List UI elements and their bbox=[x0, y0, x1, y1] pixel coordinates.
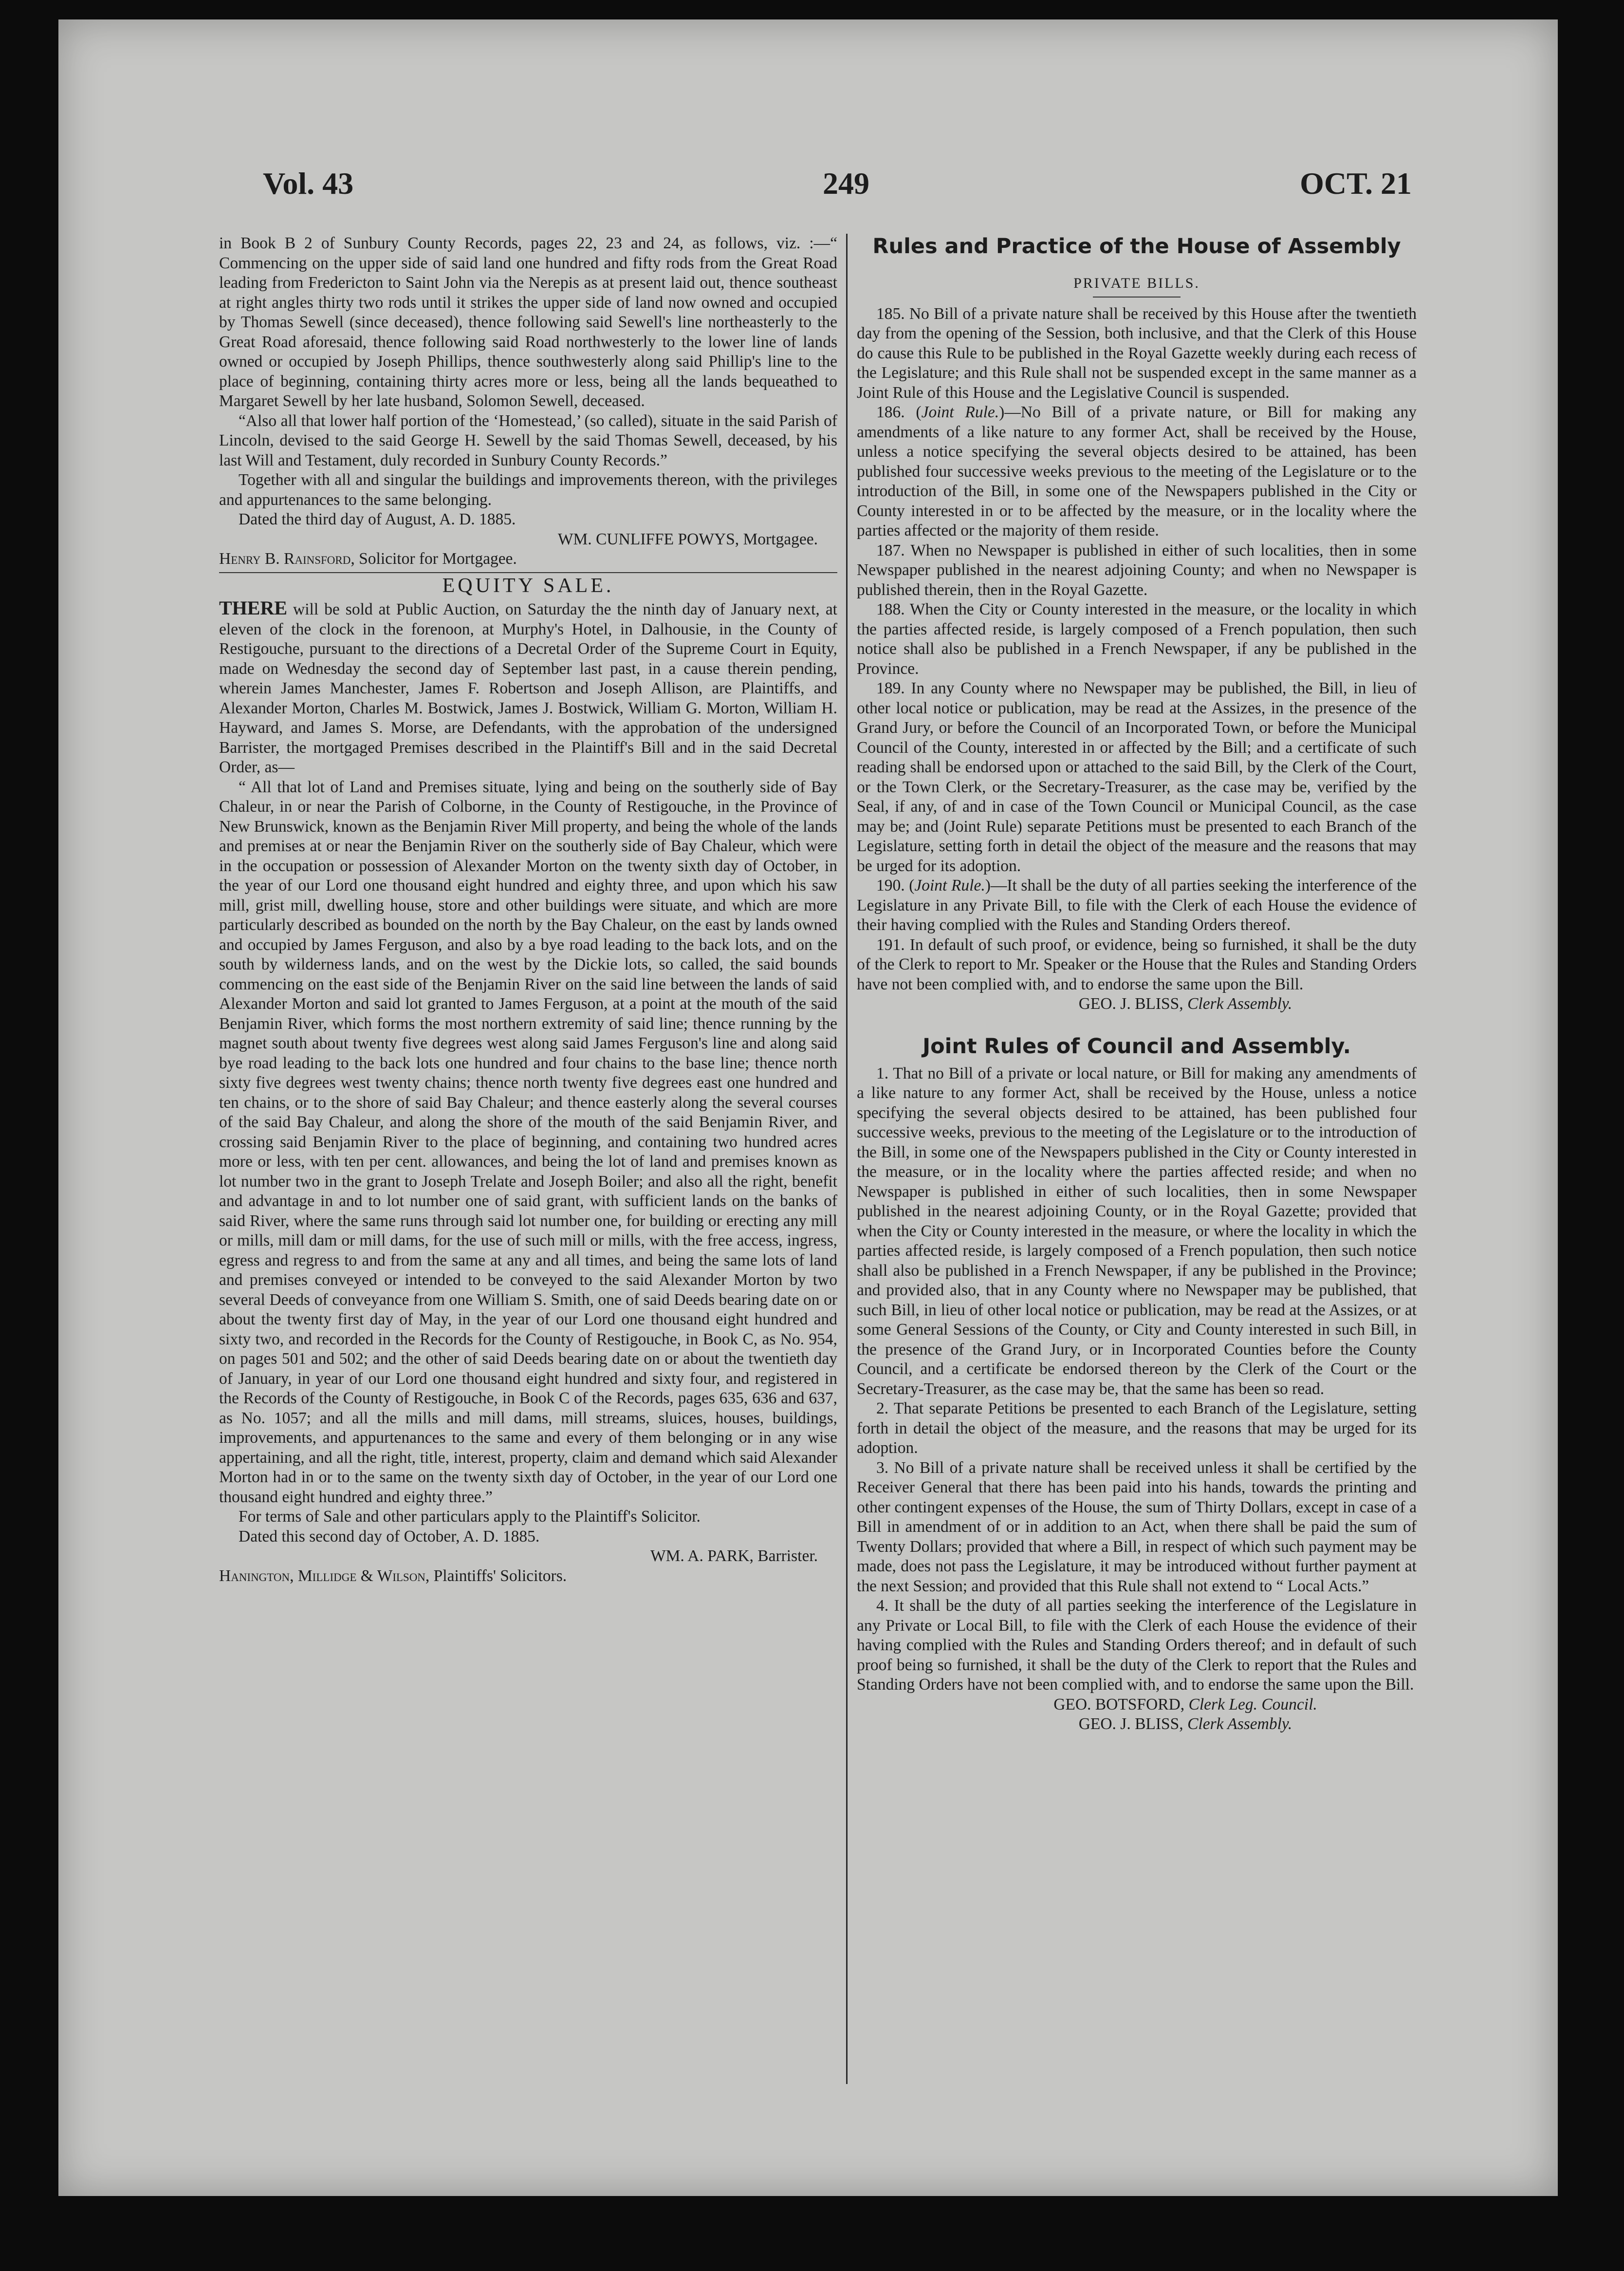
page-number: 249 bbox=[823, 166, 869, 201]
equity-intro-text: will be sold at Public Auction, on Saturday the the ninth day of January next, at eleven of the clock in the forenoon, at Murphy's Hotel, in Dalhousie, in the County of Restigouche, pursuant to the directions of a Decretal Order of the Supreme Court in Equity, made on Wednesday the second day of September last past, in a cause therein pending, wherein James Manchester, James F. Robertson and Joseph Allison, are Plaintiffs, and Alexander Morton, Charles M. Bostwick, James J. Bostwick, William G. Morton, William H. Hayward, and James S. Morse, are Defendants, with the approbation of the undersigned Barrister, the mortgaged Premises described in the Plaintiff's Bill and in the said Decretal Order, as— bbox=[219, 600, 837, 776]
assembly-clerk-signature-2: GEO. J. BLISS, Clerk Assembly. bbox=[1078, 1715, 1292, 1733]
joint-rule-paragraph: 3. No Bill of a private nature shall be received unless it shall be certified by the Receiver General that there has been paid into his hands, towards the printing and other contingent expenses of the House, the sum of Thirty Dollars, except in case of a Bill in amendment of or in addition to an Act, when there shall be paid the sum of Twenty Dollars; provided that where a Bill, in respect of which such payment may be made, does not pass the Legislature, it may be introduced without further payment at the next Session; and provided that this Rule shall not extend to “ Local Acts.” bbox=[857, 1458, 1417, 1595]
plaintiffs-solicitors-role: , Plaintiffs' Solicitors. bbox=[425, 1566, 567, 1585]
rule-paragraph: 186. (Joint Rule.)—No Bill of a private nature, or Bill for making any amendments of a like nature to any former Act, shall be received by the House, unless a notice specifying the several objects desired to be attained, has been published four successive weeks previous to the meeting of the Legislature or to the introduction of the Bill, in some one of the Newspapers published in the City or County interested in or to be affected by the measure, or in the locality where the parties affected or the majority of them reside. bbox=[857, 403, 1417, 540]
rule-paragraph: 191. In default of such proof, or evidence, being so furnished, it shall be the duty of the Clerk to report to Mr. Speaker or the House that the Rules and Standing Orders have not been complied with, and to endorse the same upon the Bill. bbox=[857, 935, 1417, 993]
right-column bbox=[857, 234, 1417, 1734]
equity-terms: For terms of Sale and other particulars apply to the Plaintiff's Solicitor. bbox=[239, 1508, 701, 1526]
plaintiffs-solicitors bbox=[219, 1566, 837, 1586]
equity-dated: Dated this second day of October, A. D. 1885. bbox=[239, 1527, 540, 1545]
rule-paragraph: 188. When the City or County interested in the measure, or the locality in which the parties affected reside, is largely composed of a French population, then such notice shall also be published in a French Newspaper, if any be published in the Province. bbox=[857, 600, 1417, 678]
mortgage-solicitor bbox=[219, 549, 837, 569]
council-clerk-signature: GEO. BOTSFORD, Clerk Leg. Council. bbox=[1053, 1695, 1317, 1713]
left-column bbox=[219, 234, 837, 1586]
column-divider bbox=[846, 234, 848, 2084]
barrister-signature: WM. A. PARK, Barrister. bbox=[650, 1547, 818, 1565]
rule-paragraph: 190. (Joint Rule.)—It shall be the duty of all parties seeking the interference of the Legislature in any Private Bill, to file with the Clerk of each House the evidence of their having complied with the Rules and Standing Orders thereof. bbox=[857, 876, 1417, 934]
mortgage-paragraph: “Also all that lower half portion of the ‘Homestead,’ (so called), situate in the said Parish of Lincoln, devised to the said George H. Sewell by the said Thomas Sewell, deceased, by his last Will and Testament, duly recorded in Sunbury County Records.” bbox=[219, 411, 837, 469]
mortgage-dated: Dated the third day of August, A. D. 1885. bbox=[239, 510, 516, 528]
rule-paragraph: 185. No Bill of a private nature shall be received by this House after the twentieth day from the opening of the Session, both inclusive, and that the Clerk of this House do cause this Rule to be published in the Royal Gazette weekly during each recess of the Legislature; and this Rule shall not be suspended except in the same manner as a Joint Rule of this House and the Legislative Council is suspended. bbox=[857, 304, 1417, 402]
rule-paragraph: 187. When no Newspaper is published in either of such localities, then in some Newspaper published in the nearest adjoining County; and when no Newspaper is published therein, then in the Royal Gazette. bbox=[857, 541, 1417, 599]
assembly-clerk-signature: GEO. J. BLISS, Clerk Assembly. bbox=[1078, 995, 1292, 1013]
equity-dropword: THERE bbox=[219, 597, 288, 619]
equity-intro bbox=[219, 598, 837, 778]
equity-description: “ All that lot of Land and Premises situate, lying and being on the southerly side of Bay Chaleur, in or near the Parish of Colborne, in the County of Restigouche, in the Province of New Brunswick, known as the Benjamin River Mill property, and being the whole of the lands and premises at or near the Benjamin River on the southerly side of Bay Chaleur, which were in the occupation or possession of Alexander Morton on the twenty sixth day of October, in the year of our Lord one thousand eight hundred and eighty three, and upon which his saw mill, grist mill, dwelling house, store and other buildings were situate, and which are more particularly described as bounded on the north by the Bay Chaleur, on the east by lands owned and occupied by James Ferguson, and also by a bye road leading to the back lots, and on the south by wilderness lands, and on the west by the Dickie lots, so called, the said bounds commencing on the east side of the Benjamin River on the said line between the lands of said Alexander Morton and said lot granted to James Ferguson, at a point at the mouth of the said Benjamin River, which forms the most northern extremity of said line; thence running by the magnet south about twenty five degrees west along said James Ferguson's line and along said bye road leading to the back lots one hundred and four chains to the base line; thence north sixty five degrees west twenty chains; thence north twenty five degrees east one hundred and ten chains, or to the shore of said Bay Chaleur; and thence easterly along the several courses of the said Bay Chaleur, and along the shore of the mouth of the said Benjamin River, and crossing said Benjamin River to the place of beginning, and containing two hundred acres more or less, with ten per cent. allowances, and being the lot of land and premises known as lot number two in the grant to Joseph Trelate and Joseph Boiler; and also all the right, benefit and advantage in and to lot number one of said grant, with sufficient lands on the banks of said River, where the same runs through said lot number one, for building or erecting any mill or mills, mill dam or mill dams, for the use of such mill or mills, with the free access, ingress, egress and regress to and from the same at any and all times, and being the same lots of land and premises conveyed or intended to be conveyed to the said Alexander Morton by two several Deeds of conveyance from one William S. Smith, one of said Deeds bearing date on or about the twenty first day of May, in the year of our Lord one thousand eight hundred and sixty two, and recorded in the Records for the County of Restigouche, in Book C, as No. 954, on pages 501 and 502; and the other of said Deeds bearing date on or about the twentieth day of January, in year of our Lord one thousand eight hundred and sixty four, and registered in the Records of the County of Restigouche, in Book C of the Records, pages 635, 636 and 637, as No. 1057; and all the mills and mill dams, mill streams, sluices, houses, buildings, improvements, and appurtenances to the same and every of them belonging or in any wise appertaining, and all the right, title, interest, property, claim and demand which said Alexander Morton had in or to the same on the twenty sixth day of October, in the year of our Lord one thousand eight hundred and eighty three.” bbox=[219, 778, 837, 1506]
private-bills-title: PRIVATE BILLS. bbox=[1073, 275, 1200, 291]
issue-date: OCT. 21 bbox=[1300, 166, 1412, 201]
solicitor-role: , Solicitor for Mortgagee. bbox=[351, 550, 517, 568]
equity-sale-title: EQUITY SALE. bbox=[442, 574, 614, 597]
newspaper-page bbox=[58, 19, 1558, 2196]
joint-rule-paragraph: 1. That no Bill of a private or local nature, or Bill for making any amendments of a like nature to any former Act, shall be received by the House, unless a notice specifying the several objects desired to be attained, has been published four successive weeks, previous to the meeting of the Legislature or to the introduction of the Bill, in some one of the Newspapers published in the City or County interested in the measure, or in the locality where the parties affected reside; and when no Newspaper is published in either of such localities, then in some Newspaper published in the nearest adjoining County, or in the Royal Gazette; provided that when the City or County interested in the measure, or where the locality in which the parties affected reside, is largely composed of a French population, then such notice shall also be published in a French Newspaper, if any be published in the Province; and provided also, that in any County where no Newspaper may be published, that such Bill, in lieu of other local notice or publication, may be read at the Assizes, or at some General Sessions of the County, or City and County interested in such Bill, in the presence of the Grand Jury, or in Incorporated Counties before the County Council, and a certificate be endorsed thereon by the Clerk of the Court or the Secretary-Treasurer, as the case may be, that the same has been so read. bbox=[857, 1064, 1417, 1398]
mortgage-paragraph: Together with all and singular the buildings and improvements thereon, with the privileges and appurtenances to the same belonging. bbox=[219, 471, 837, 509]
short-rule bbox=[1093, 297, 1181, 298]
mortgagee-signature: WM. CUNLIFFE POWYS, Mortgagee. bbox=[557, 530, 818, 548]
joint-rules-heading: Joint Rules of Council and Assembly. bbox=[923, 1034, 1351, 1059]
volume-label: Vol. 43 bbox=[263, 166, 354, 201]
mortgage-paragraph: in Book B 2 of Sunbury County Records, pages 22, 23 and 24, as follows, viz. :—“ Commencing on the upper side of said land one hundred and fifty rods from the Great Road leading from Fredericton to Saint John via the Nerepis as at present laid out, thence southeast at right angles thirty two rods until it strikes the upper side of land now owned and occupied by Thomas Sewell (since deceased), thence following said Sewell's line northeasterly to the Great Road aforesaid, thence following said Road northwesterly to the lower line of lands owned or occupied by Joseph Phillips, thence southwesterly along said Phillip's line to the place of beginning, containing thirty acres more or less, being all the lands bequeathed to Margaret Sewell by her late husband, Solomon Sewell, deceased. bbox=[219, 234, 837, 410]
joint-rule-paragraph: 4. It shall be the duty of all parties seeking the interference of the Legislature in any Private or Local Bill, to file with the Clerk of each House the evidence of their having complied with the Rules and Standing Orders thereof; and in default of such proof being so furnished, it shall be the duty of the Clerk to report that the Rules and Standing Orders have not been complied with, and to endorse the same upon the Bill. bbox=[857, 1597, 1417, 1694]
rule-paragraph: 189. In any County where no Newspaper may be published, the Bill, in lieu of other local notice or publication, may be read at the Assizes, in the presence of the Grand Jury, or before the Council of an Incorporated Town, or before the Municipal Council of the County, interested in or affected by the Bill; and a certificate of such reading shall be endorsed upon or attached to the said Bill, by the Clerk of the Court, or the Town Clerk, or the Secretary-Treasurer, as the case may be, verified by the Seal, if any, of and in case of the Town Council or Municipal Council, as the case may be; and (Joint Rule) separate Petitions must be presented to each Branch of the Legislature, setting forth in detail the object of the measure and the reasons that may be urged for its adoption. bbox=[857, 679, 1417, 875]
joint-rule-paragraph: 2. That separate Petitions be presented to each Branch of the Legislature, setting forth in detail the object of the measure, and the reasons that may be urged for its adoption. bbox=[857, 1399, 1417, 1457]
rules-heading: Rules and Practice of the House of Assembly bbox=[872, 234, 1401, 259]
page-header bbox=[263, 166, 1412, 214]
plaintiffs-solicitors-name: Hanington, Millidge & Wilson bbox=[219, 1566, 425, 1585]
section-rule bbox=[219, 572, 837, 573]
solicitor-name: Henry B. Rainsford bbox=[219, 550, 351, 568]
